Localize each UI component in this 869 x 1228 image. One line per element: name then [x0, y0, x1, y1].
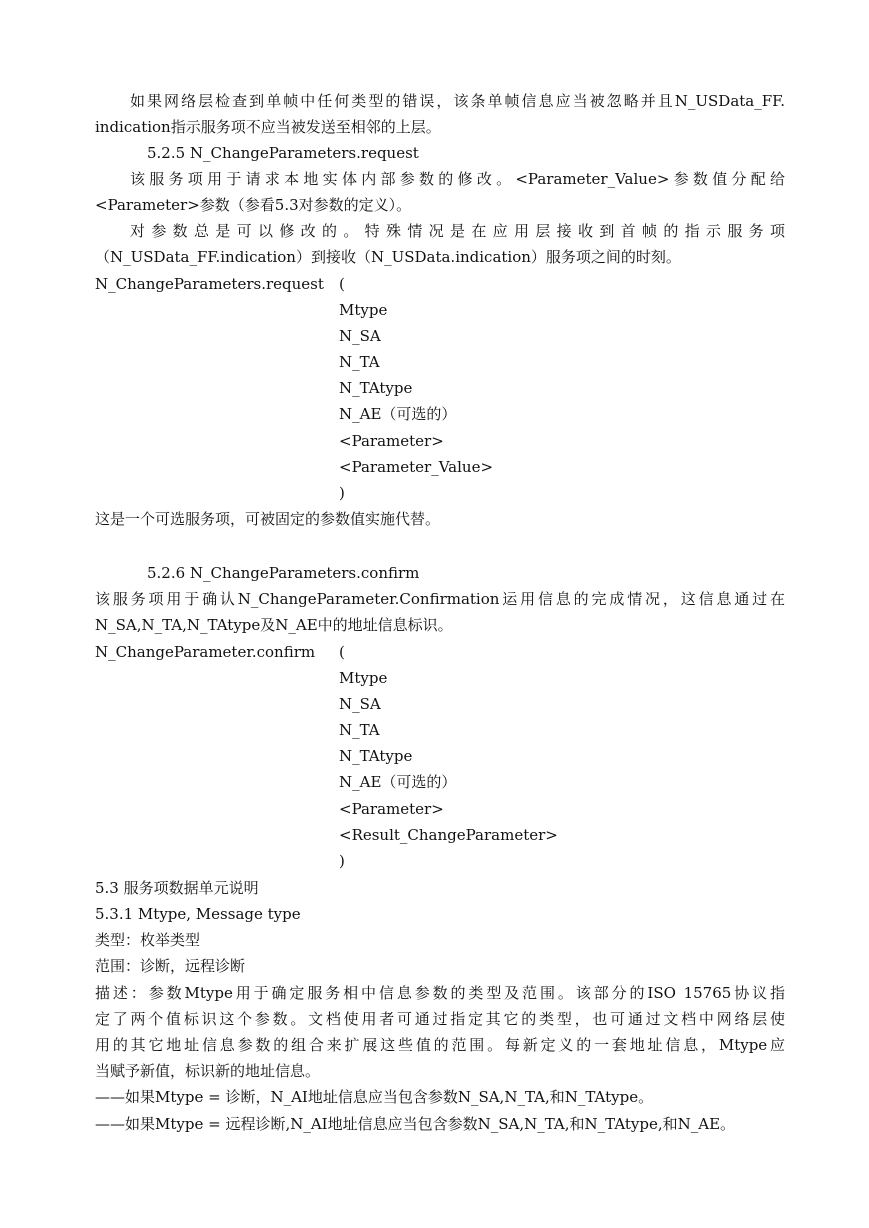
description-line-4: 当赋予新值，标识新的地址信息。 [95, 1062, 321, 1080]
paragraph-request-purpose-line-2: <Parameter>参数（参看5.3对参数的定义）。 [95, 196, 412, 214]
signature-confirm-param: N_TA [339, 721, 380, 739]
signature-confirm-param: <Result_ChangeParameter> [339, 826, 558, 844]
paragraph-confirm-purpose-line-2: N_SA,N_TA,N_TAtype及N_AE中的地址信息标识。 [95, 616, 453, 634]
signature-request-param: N_SA [339, 327, 381, 345]
range-line: 范围：诊断，远程诊断 [95, 957, 246, 975]
paragraph-modification-line-1: 对参数总是可以修改的。特殊情况是在应用层接收到首帧的指示服务项 [130, 222, 785, 240]
section-heading-5-3-1: 5.3.1 Mtype, Message type [95, 905, 301, 923]
signature-request-param: N_TAtype [339, 379, 413, 397]
signature-confirm-param: N_TAtype [339, 747, 413, 765]
signature-request-param: ) [339, 484, 345, 502]
description-line-1: 描述：参数Mtype用于确定服务相中信息参数的类型及范围。该部分的ISO 15765协议指 [95, 984, 785, 1002]
signature-confirm-param: Mtype [339, 669, 388, 687]
signature-request-param: Mtype [339, 301, 388, 319]
bullet-remote-diagnostic: ——如果Mtype = 远程诊断,N_AI地址信息应当包含参数N_SA,N_TA,和N_TAtype,和N_AE。 [95, 1115, 736, 1133]
description-line-2: 定了两个值标识这个参数。文档使用者可通过指定其它的类型，也可通过文档中网络层使 [95, 1010, 785, 1028]
description-line-3: 用的其它地址信息参数的组合来扩展这些值的范围。每新定义的一套地址信息，Mtype应 [95, 1036, 785, 1054]
signature-confirm-name: N_ChangeParameter.confirm [95, 643, 316, 661]
signature-confirm-param: ( [339, 643, 345, 661]
signature-confirm-param: N_SA [339, 695, 381, 713]
signature-confirm-param: N_AE（可选的） [339, 773, 457, 791]
paragraph-request-purpose-line-1: 该服务项用于请求本地实体内部参数的修改。<Parameter_Value>参数值分配给 [130, 170, 785, 188]
paragraph-modification-line-2: （N_USData_FF.indication）到接收（N_USData.indication）服务项之间的时刻。 [95, 248, 681, 266]
signature-request-param: <Parameter> [339, 432, 444, 450]
type-line: 类型：枚举类型 [95, 931, 201, 949]
signature-request-param: N_TA [339, 353, 380, 371]
paragraph-error-handling-line-2: indication指示服务项不应当被发送至相邻的上层。 [95, 118, 441, 136]
bullet-diagnostic: ——如果Mtype = 诊断，N_AI地址信息应当包含参数N_SA,N_TA,和N_TAtype。 [95, 1088, 654, 1106]
paragraph-optional-service: 这是一个可选服务项，可被固定的参数值实施代替。 [95, 510, 441, 528]
paragraph-confirm-purpose-line-1: 该服务项用于确认N_ChangeParameter.Confirmation运用信息的完成情况，这信息通过在 [95, 590, 785, 608]
signature-confirm-param: <Parameter> [339, 800, 444, 818]
signature-confirm-param: ) [339, 852, 345, 870]
paragraph-error-handling-line-1: 如果网络层检查到单帧中任何类型的错误，该条单帧信息应当被忽略并且N_USData_FF. [130, 92, 785, 110]
section-heading-5-2-6: 5.2.6 N_ChangeParameters.confirm [147, 564, 420, 582]
signature-request-param: <Parameter_Value> [339, 458, 494, 476]
section-heading-5-3: 5.3 服务项数据单元说明 [95, 879, 259, 897]
signature-request-name: N_ChangeParameters.request [95, 275, 324, 293]
signature-request-param: N_AE（可选的） [339, 405, 457, 423]
signature-request-param: ( [339, 275, 345, 293]
section-heading-5-2-5: 5.2.5 N_ChangeParameters.request [147, 144, 419, 162]
